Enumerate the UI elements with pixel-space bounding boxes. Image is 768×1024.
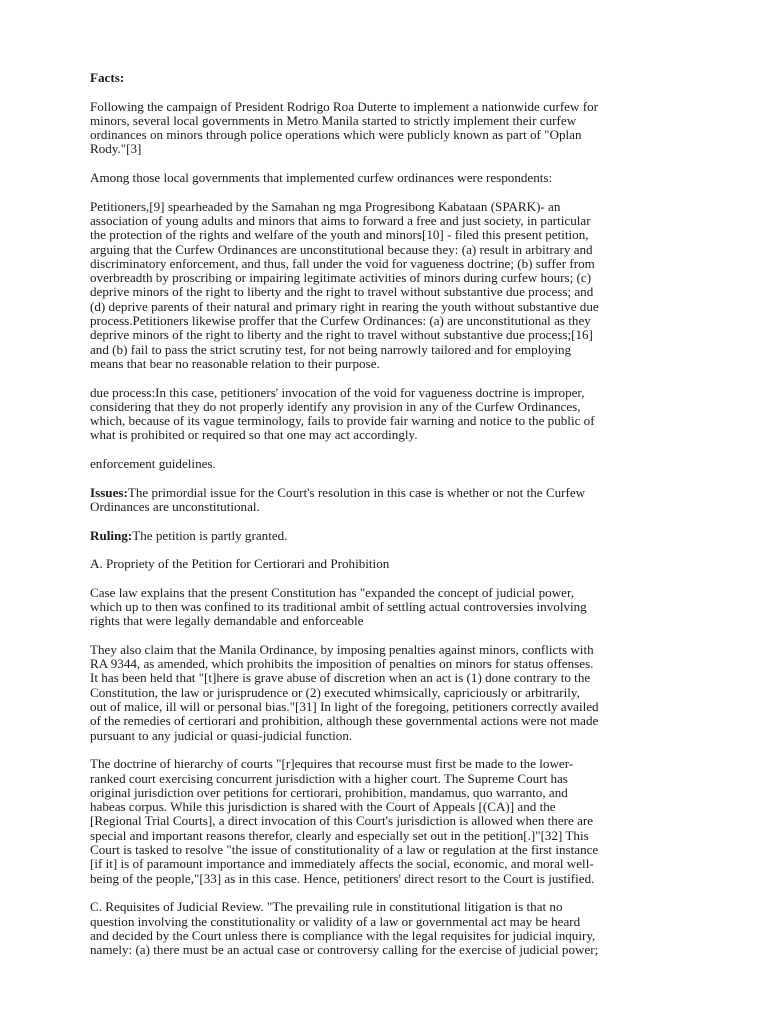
- paragraph-campaign: Following the campaign of President Rodrigo Roa Duterte to implement a nationwide curfew for minors, several local governments in Metro Manila started to strictly implement their curfew ordinances on minors through police operations which were publicly known as part of "Oplan Rody."[3]: [90, 98, 598, 157]
- paragraph-issues: [90, 486, 682, 515]
- ruling-label: Ruling:: [90, 527, 133, 543]
- paragraph-petitioners: Petitioners,[9] spearheaded by the Samahan ng mga Progresibong Kabataan (SPARK)- an association of young adults and minors that aims to forward a free and just society, in particular the protection of the rights and welfare of the youth and minors[10] - filed this present petition, arguing that the Curfew Ordinances are unconstitutional because they: (a) result in arbitrary and discriminatory enforcement, and thus, fall under the void for vagueness doctrine; (b) suffer from overbreadth by proscribing or impairing legitimate activities of minors during curfew hours; (c) deprive minors of the right to liberty and the right to travel without substantive due process; and (d) deprive parents of their natural and primary right in rearing the youth without substantive due process.Petitioners likewise proffer that the Curfew Ordinances: (a) are unconstitutional as they deprive minors of the right to liberty and the right to travel without substantive due process;[16] and (b) fail to pass the strict scrutiny test, for not being narrowly tailored and for employing means that bear no reasonable relation to their purpose.: [90, 198, 599, 371]
- paragraph-manila-ordinance: They also claim that the Manila Ordinance, by imposing penalties against minors, conflicts with RA 9344, as amended, which prohibits the imposition of penalties on minors for status offenses. It has been held that "[t]here is grave abuse of discretion when an act is (1) done contrary to the Constitution, the law or jurisprudence or (2) executed whimsically, capriciously or arbitrarily, out of malice, ill will or personal bias."[31] In light of the foregoing, petitioners correctly availed of the remedies of certiorari and prohibition, although these governmental actions were not made pursuant to any judicial or quasi-judicial function.: [90, 641, 599, 743]
- paragraph-ruling: [90, 529, 682, 543]
- paragraph-respondents: Among those local governments that implemented curfew ordinances were respondents:: [90, 170, 553, 186]
- paragraph-enforcement: enforcement guidelines.: [90, 456, 216, 472]
- paragraph-requisites: C. Requisites of Judicial Review. "The prevailing rule in constitutional litigation is that no question involving the constitutionality or validity of a law or governmental act may be heard and decided by the Court unless there is compliance with the legal requisites for judicial inquiry, namely: (a) there must be an actual case or controversy calling for the exercise of judicial power;: [90, 899, 599, 958]
- issues-label: Issues:: [90, 484, 128, 500]
- document-page: [90, 71, 682, 957]
- issues-text: The primordial issue for the Court's resolution in this case is whether or not the Curfew Ordinances are unconstitutional.: [90, 484, 586, 514]
- ruling-text: The petition is partly granted.: [132, 527, 288, 543]
- facts-heading: Facts:: [90, 70, 125, 85]
- paragraph-hierarchy-of-courts: The doctrine of hierarchy of courts "[r]equires that recourse must first be made to the lower- ranked court exercising concurrent jurisdiction with a higher court. The Supreme Court has original jurisdiction over petitions for certiorari, prohibition, mandamus, quo warranto, and habeas corpus. While this jurisdiction is shared with the Court of Appeals [(CA)] and the [Regional Trial Courts], a direct invocation of this Court's jurisdiction is allowed when there are special and important reasons therefor, clearly and especially set out in the petition[.]"[32] This Court is tasked to resolve "the issue of constitutionality of a law or regulation at the first instance [if it] is of paramount importance and immediately affects the social, economic, and moral well- being of the people,"[33] as in this case. Hence, petitioners' direct resort to the Court is justified.: [90, 756, 599, 886]
- paragraph-case-law: Case law explains that the present Constitution has "expanded the concept of judicial power, which up to then was confined to its traditional ambit of settling actual controversies involving rights that were legally demandable and enforceable: [90, 584, 587, 629]
- section-heading-propriety: A. Propriety of the Petition for Certiorari and Prohibition: [90, 556, 390, 572]
- paragraph-due-process: due process:In this case, petitioners' invocation of the void for vagueness doctrine is improper, considering that they do not properly identify any provision in any of the Curfew Ordinances, which, because of its vague terminology, fails to provide fair warning and notice to the public of what is prohibited or required so that one may act accordingly.: [90, 384, 595, 443]
